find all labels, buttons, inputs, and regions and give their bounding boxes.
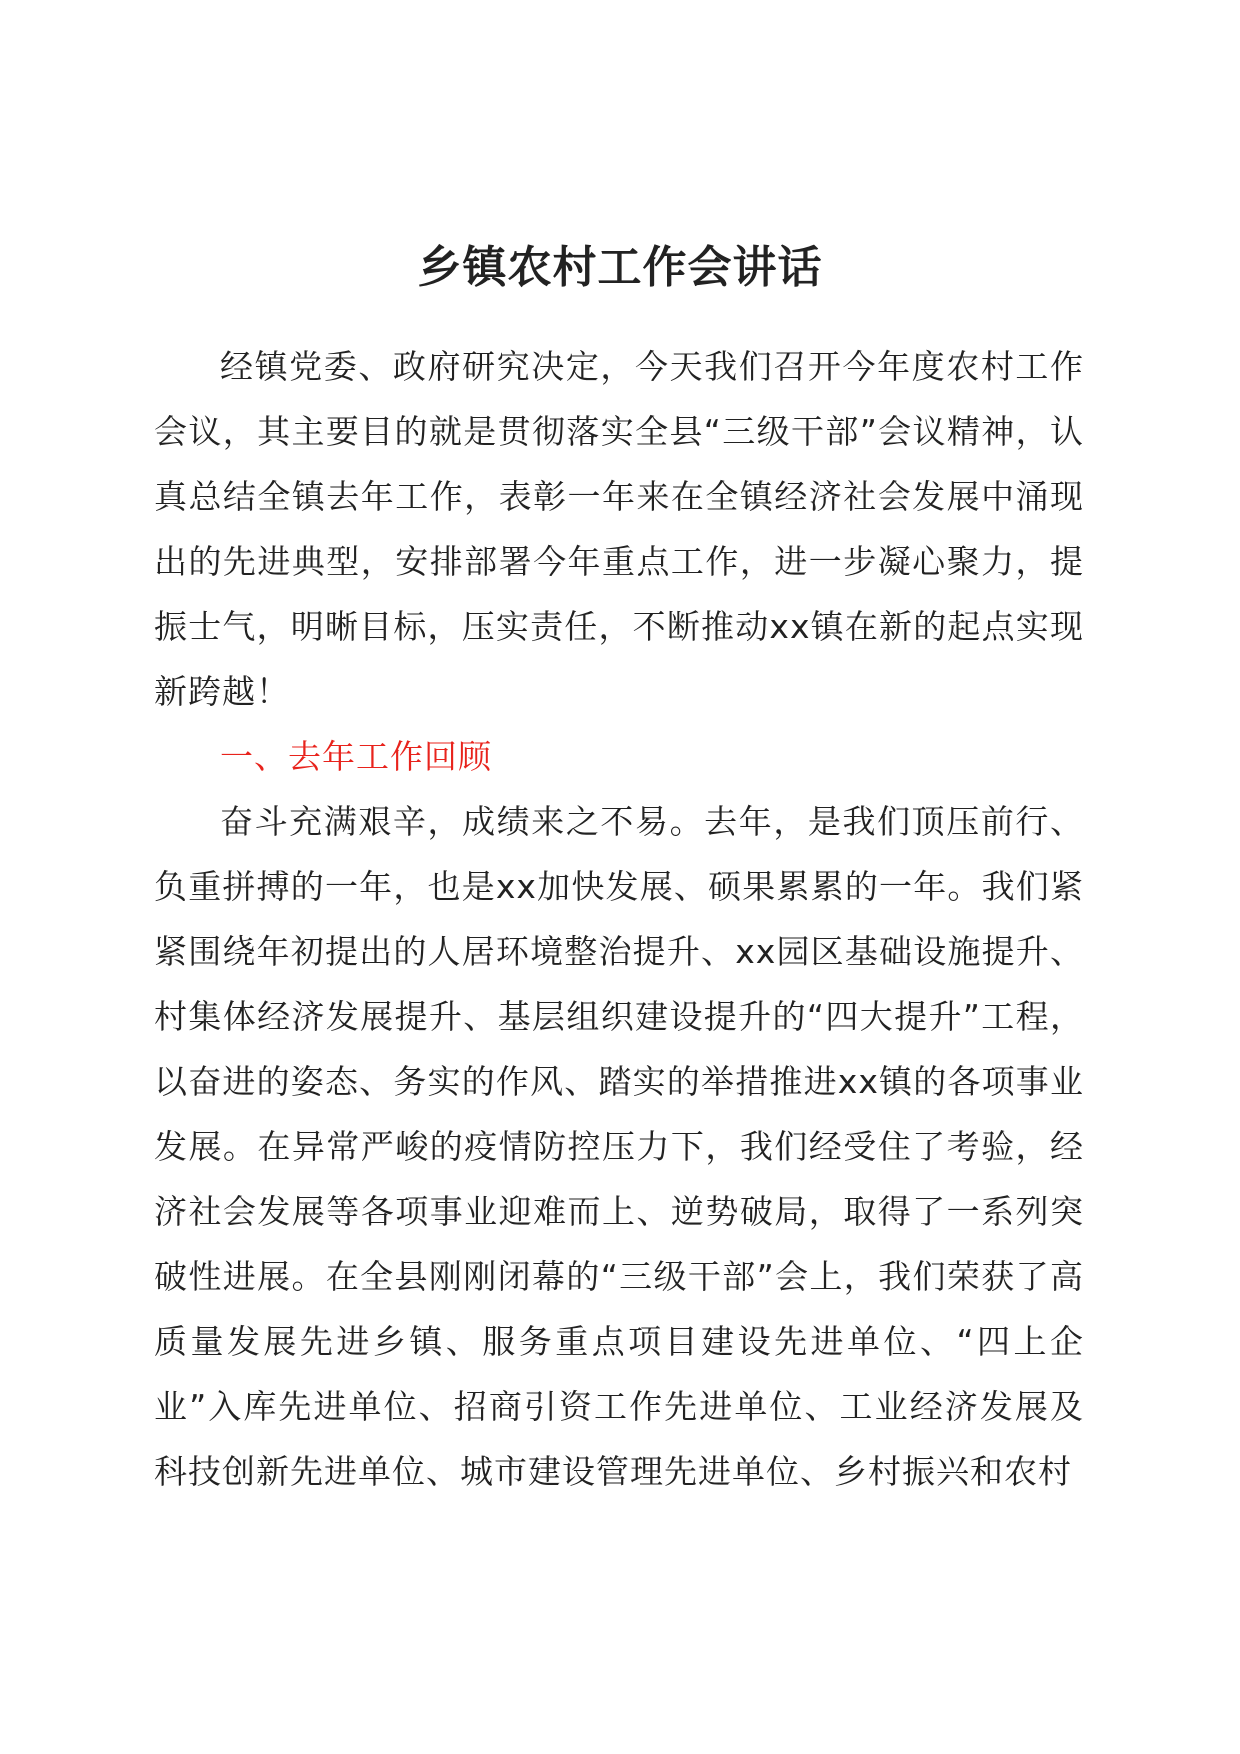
document-title: 乡镇农村工作会讲话	[417, 242, 823, 293]
section-paragraph: 奋斗充满艰辛，成绩来之不易。去年，是我们顶压前行、负重拼搏的一年，也是xx加快发展、硕果累累的一年。我们紧紧围绕年初提出的人居环境整治提升、xx园区基础设施提升、村集体经济发展提升、基层组织建设提升的“四大提升”工程，以奋进的姿态、务实的作风、踏实的举措推进xx镇的各项事业发展。在异常严峻的疫情防控压力下，我们经受住了考验，经济社会发展等各项事业迎难而上、逆势破局，取得了一系列突破性进展。在全县刚刚闭幕的“三级干部”会上，我们荣获了高质量发展先进乡镇、服务重点项目建设先进单位、“四上企业”入库先进单位、招商引资工作先进单位、工业经济发展及科技创新先进单位、城市建设管理先进单位、乡村振兴和农村	[154, 802, 1084, 1491]
section-heading: 一、去年工作回顾	[220, 737, 492, 776]
document-body	[154, 334, 1084, 1504]
intro-paragraph: 经镇党委、政府研究决定，今天我们召开今年度农村工作会议，其主要目的就是贯彻落实全县“三级干部”会议精神，认真总结全镇去年工作，表彰一年来在全镇经济社会发展中涌现出的先进典型，安排部署今年重点工作，进一步凝心聚力，提振士气，明晰目标，压实责任，不断推动xx镇在新的起点实现新跨越！	[154, 347, 1084, 711]
